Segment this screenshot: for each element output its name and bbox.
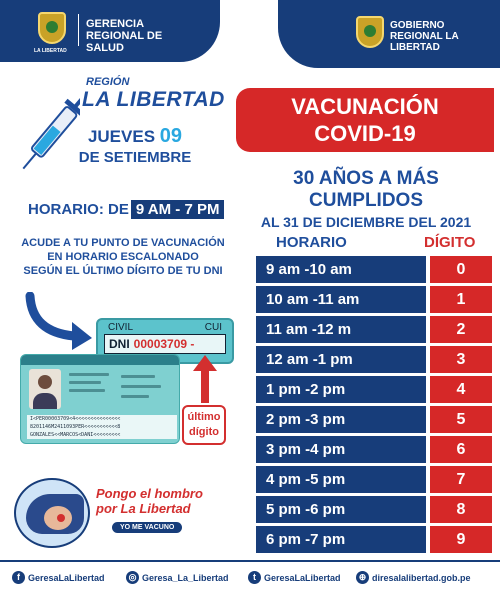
dni-cui-label: CUI (204, 322, 222, 333)
footer-website-link[interactable] (356, 571, 471, 585)
footer-instagram-text: Geresa_La_Libertad (142, 573, 229, 583)
instructions-line-2: EN HORARIO ESCALONADO (47, 251, 199, 263)
schedule-row (256, 346, 492, 373)
schedule-digit: 6 (430, 436, 492, 463)
header-left-panel (0, 0, 220, 62)
slogan-line-2: por La Libertad (96, 501, 191, 516)
footer-facebook-text: GeresaLaLibertad (28, 573, 105, 583)
schedule-digit: 9 (430, 526, 492, 553)
up-arrow-icon (193, 355, 217, 403)
age-line-2: AL 31 DE DICIEMBRE DEL 2021 (260, 214, 472, 230)
footer-instagram-link[interactable] (126, 571, 229, 585)
footer-twitter-text: GeresaLaLibertad (264, 573, 341, 583)
schedule-time: 6 pm -7 pm (256, 526, 426, 553)
dni-number: 00003709 - (133, 337, 195, 351)
dni-number-box (104, 334, 226, 354)
horario-line (28, 200, 224, 219)
schedule-digit: 4 (430, 376, 492, 403)
ultimo-line-1: último (187, 411, 221, 423)
schedule-digit: 7 (430, 466, 492, 493)
schedule-time: 5 pm -6 pm (256, 496, 426, 523)
campaign-block (14, 478, 244, 548)
schedule-time: 4 pm -5 pm (256, 466, 426, 493)
schedule-header (256, 232, 492, 256)
card-text-line (69, 381, 101, 384)
dni-label: DNI (109, 337, 130, 351)
card-header-strip (21, 355, 179, 365)
instagram-icon: ◎ (126, 571, 139, 584)
card-mrz-line-2: 8201146M2411093PER<<<<<<<<<<<8 (30, 424, 121, 430)
schedule-row (256, 286, 492, 313)
banner-line-2: COVID-19 (314, 121, 416, 146)
campaign-tag: YO ME VACUNO (112, 522, 182, 533)
card-mrz-line-1: I<PER00003709<4<<<<<<<<<<<<<<< (30, 416, 121, 422)
schedule-time: 1 pm -2 pm (256, 376, 426, 403)
schedule-row (256, 496, 492, 523)
region-label: REGIÓN (86, 76, 130, 88)
schedule-digit: 3 (430, 346, 492, 373)
horario-value: 9 AM - 7 PM (131, 200, 225, 219)
card-text-line (121, 385, 161, 388)
schedule-digit: 8 (430, 496, 492, 523)
bandage-icon (57, 514, 65, 522)
schedule-digit: 2 (430, 316, 492, 343)
vaccination-banner (236, 88, 494, 152)
globe-icon: ⊕ (356, 571, 369, 584)
card-text-line (121, 375, 155, 378)
slogan-line-1: Pongo el hombro (96, 486, 203, 501)
horario-label: HORARIO: DE (28, 201, 129, 218)
col-digito: DÍGITO (424, 234, 476, 251)
dni-card (20, 354, 180, 444)
schedule-time: 10 am -11 am (256, 286, 426, 313)
card-text-line (69, 373, 109, 376)
facebook-icon: f (12, 571, 25, 584)
ultimo-line-2: dígito (189, 426, 219, 438)
schedule-digit: 0 (430, 256, 492, 283)
col-horario: HORARIO (276, 234, 347, 251)
schedule-table (256, 232, 492, 556)
schedule-digit: 5 (430, 406, 492, 433)
curved-arrow-icon (22, 292, 94, 352)
footer-facebook-link[interactable] (12, 571, 105, 585)
footer-website-text: diresalalibertad.gob.pe (372, 573, 471, 583)
instructions-line-3: SEGÚN EL ÚLTIMO DÍGITO DE TU DNI (23, 265, 223, 277)
date-number: 09 (159, 125, 183, 147)
header-bar (0, 0, 500, 68)
age-line-1: 30 AÑOS A MÁS CUMPLIDOS (293, 168, 439, 211)
schedule-row (256, 256, 492, 283)
header-right-title: GOBIERNO REGIONAL LA LIBERTAD (390, 20, 459, 53)
schedule-digit: 1 (430, 286, 492, 313)
schedule-time: 2 pm -3 pm (256, 406, 426, 433)
footer-twitter-link[interactable] (248, 571, 341, 585)
header-right-panel (278, 0, 500, 68)
schedule-time: 3 pm -4 pm (256, 436, 426, 463)
card-text-line (121, 395, 149, 398)
dni-civil-label: CIVIL (108, 322, 134, 333)
card-text-line (69, 389, 105, 392)
ultimo-digito-badge (182, 405, 226, 445)
schedule-row (256, 526, 492, 553)
schedule-row (256, 376, 492, 403)
card-mrz-line-3: GONZALES<<MARCOS<DANI<<<<<<<<< (30, 432, 121, 438)
twitter-icon: t (248, 571, 261, 584)
footer-bar (0, 560, 500, 591)
schedule-time: 12 am -1 pm (256, 346, 426, 373)
schedule-time: 9 am -10 am (256, 256, 426, 283)
schedule-row (256, 406, 492, 433)
schedule-row (256, 316, 492, 343)
region-heading (82, 76, 225, 112)
campaign-slogan (96, 486, 203, 516)
region-name: LA LIBERTAD (82, 88, 225, 111)
age-requirement (240, 168, 492, 230)
campaign-illustration (14, 478, 90, 548)
event-date (70, 125, 200, 166)
coat-of-arms-icon (356, 16, 384, 48)
coat-of-arms-icon (38, 12, 66, 44)
date-month: DE SETIEMBRE (78, 149, 192, 166)
schedule-row (256, 436, 492, 463)
banner-line-1: VACUNACIÓN (291, 94, 439, 119)
header-divider (78, 14, 79, 46)
header-left-title: GERENCIA REGIONAL DE SALUD (86, 18, 163, 54)
instructions-line-1: ACUDE A TU PUNTO DE VACUNACIÓN (21, 237, 225, 249)
card-mrz (27, 415, 177, 439)
card-photo (29, 369, 61, 409)
instructions (8, 236, 238, 278)
schedule-time: 11 am -12 m (256, 316, 426, 343)
logo-caption: LA LIBERTAD (34, 48, 67, 54)
date-day: JUEVES (87, 127, 156, 146)
schedule-row (256, 466, 492, 493)
